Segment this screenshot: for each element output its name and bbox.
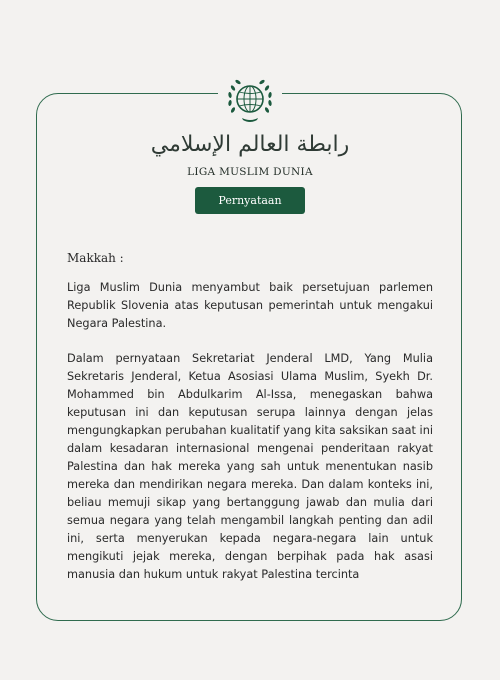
org-name: LIGA MUSLIM DUNIA <box>187 166 313 178</box>
arabic-org-name: رابطة العالم الإسلامي <box>150 132 350 157</box>
paragraph-1: Liga Muslim Dunia menyambut baik persetujuan parlemen Republik Slovenia atas keputusan pemerintah untuk mengakui Negara Palestina. <box>67 281 433 330</box>
paragraph-2: Dalam pernyataan Sekretariat Jenderal LMD, Yang Mulia Sekretaris Jenderal, Ketua Asosiasi Ulama Muslim, Syekh Dr. Mohammed bin Abdulkarim Al-Issa, menegaskan bahwa keputusan ini dan keputusan serupa lainnya dengan jelas mengungkapkan perubahan kualitatif yang kita saksikan saat ini dalam kesadaran internasional mengenai penderitaan rakyat Palestina dan hak mereka yang sah untuk menentukan nasib mereka dan mendirikan negara mereka. Dan dalam konteks ini, beliau memuji sikap yang bertanggung jawab dan mulia dari semua negara yang telah mengambil langkah penting dan adil ini, serta menyerukan kepada negara-negara lain untuk mengikuti jejak mereka, dengan berpihak pada hak asasi manusia dan hukum untuk rakyat Palestina tercinta <box>67 352 433 581</box>
location-label: Makkah : <box>67 251 124 265</box>
emblem-icon <box>218 66 282 130</box>
statement-badge: Pernyataan <box>195 187 305 214</box>
